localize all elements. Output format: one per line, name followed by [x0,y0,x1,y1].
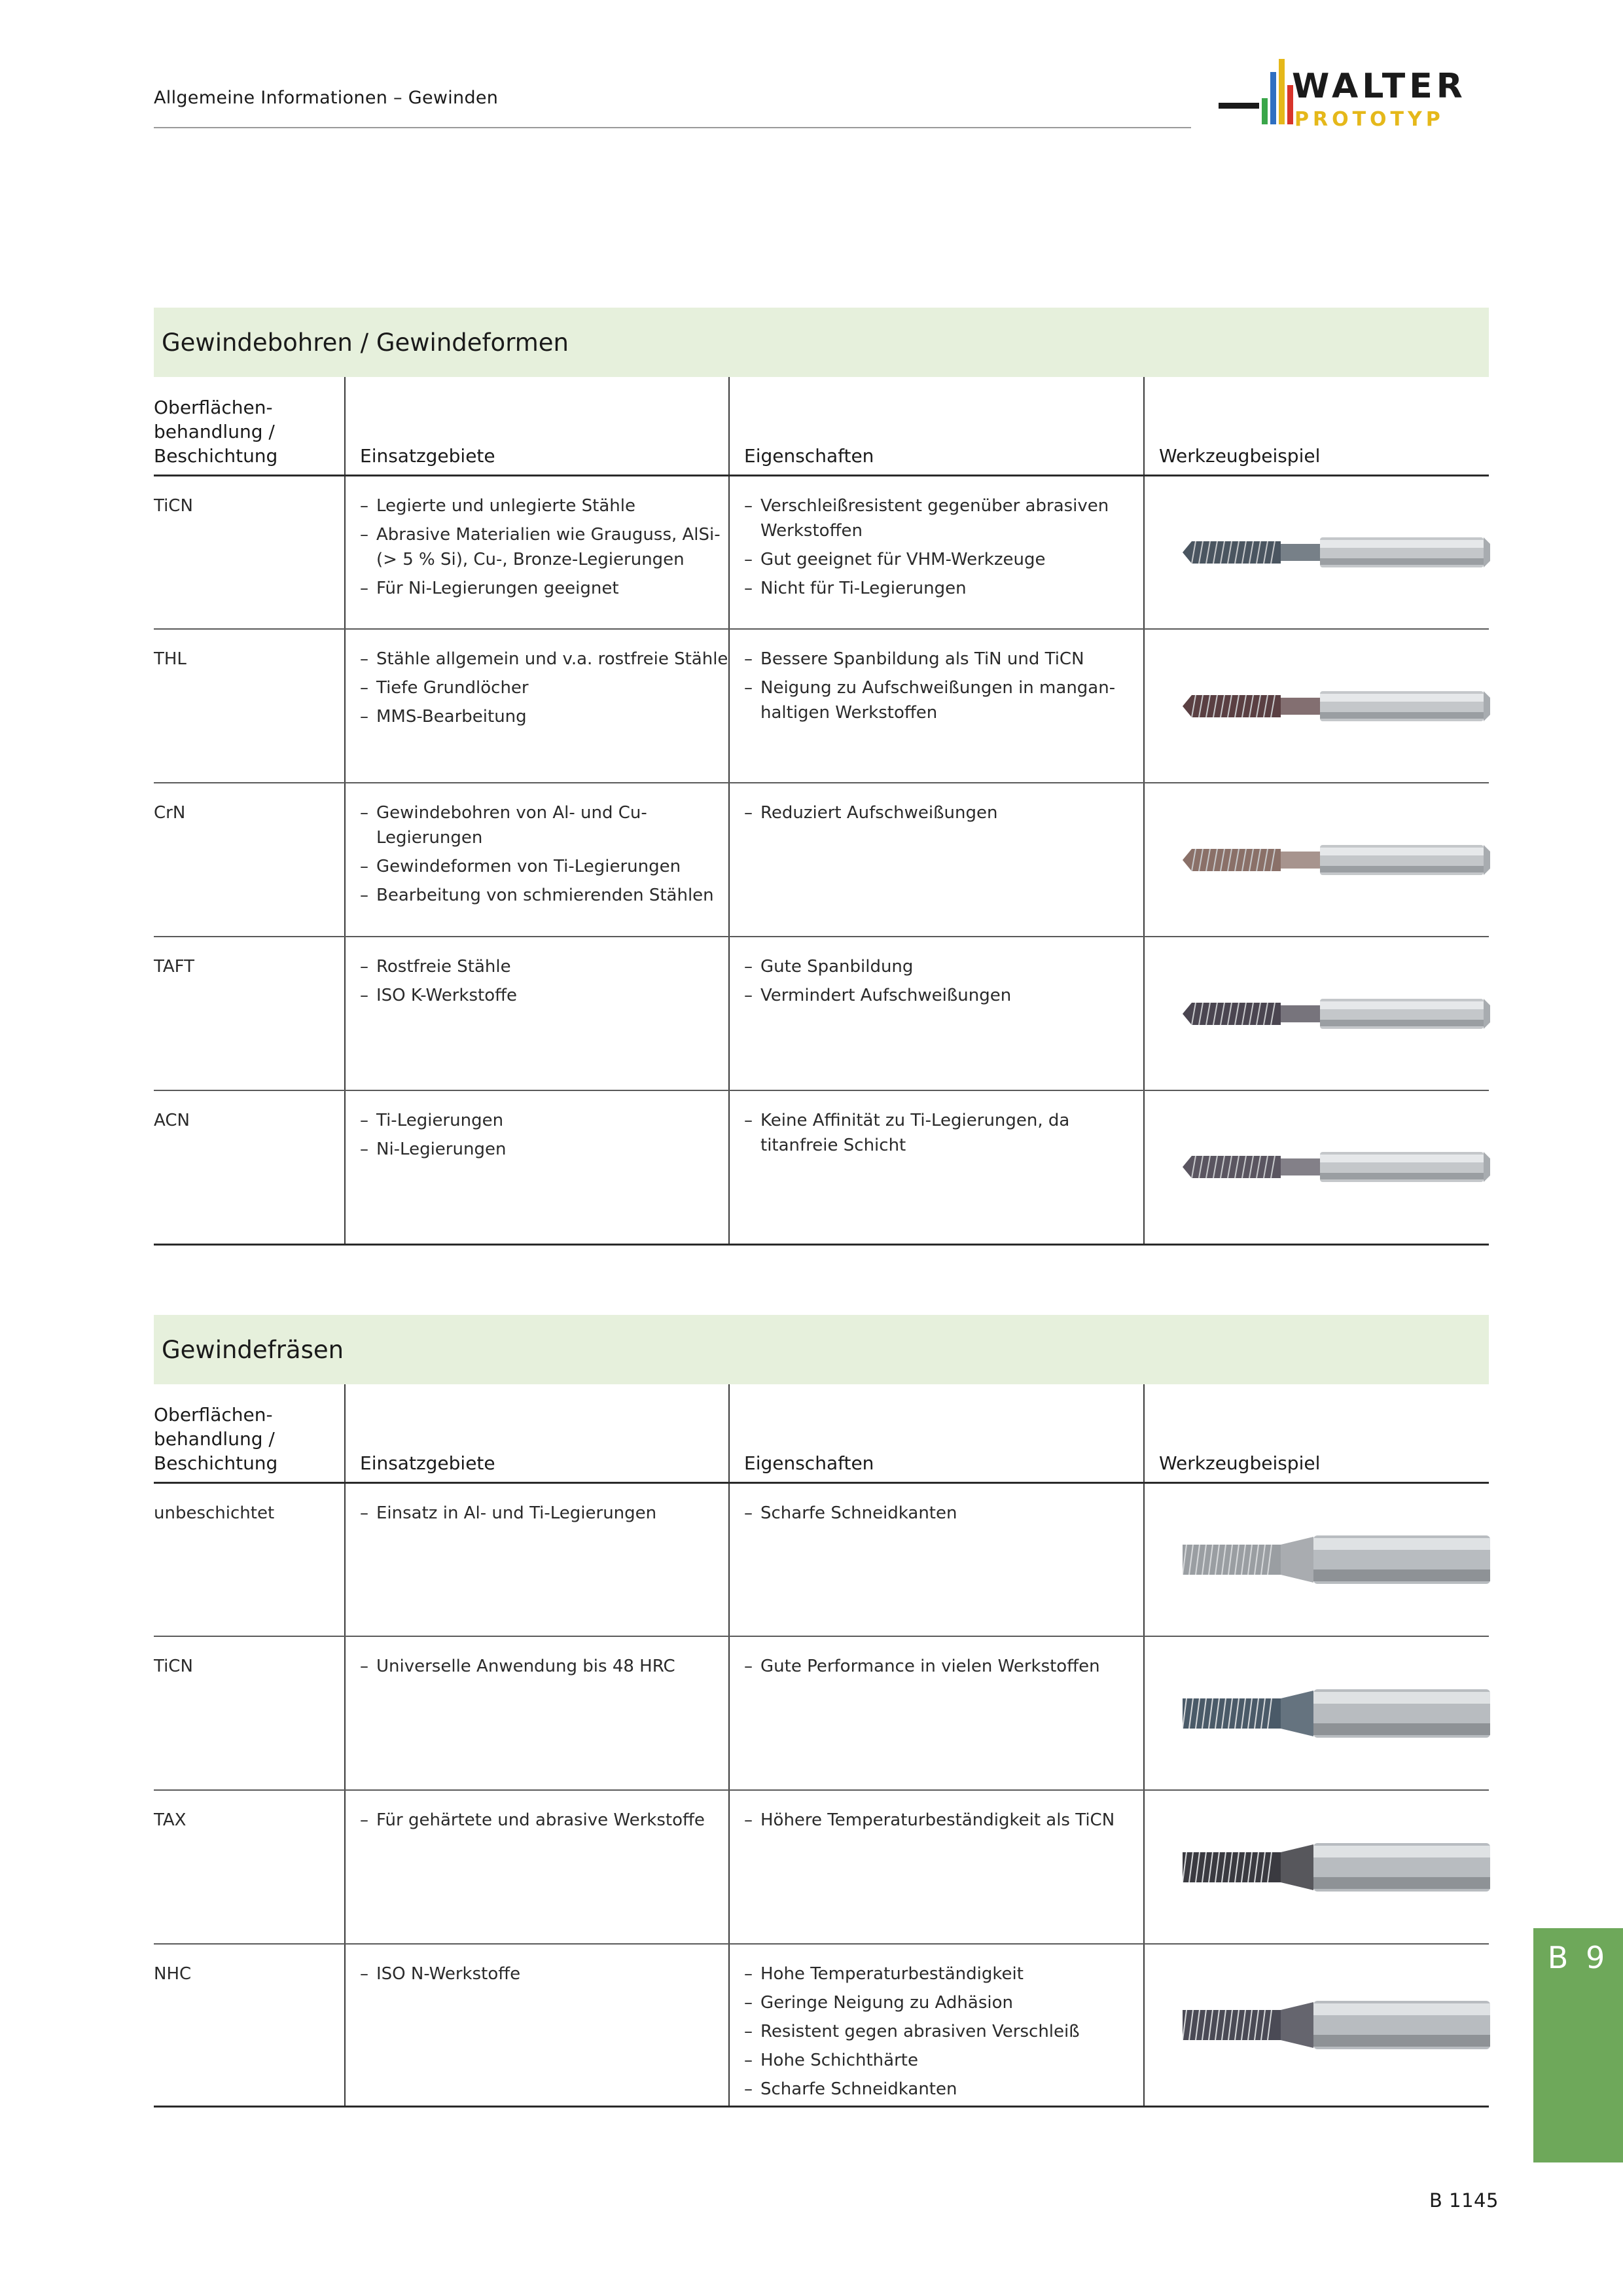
areas-list [360,493,728,601]
header-tool: Werkzeugbeispiel [1144,377,1489,475]
areas-cell [345,1636,729,1790]
thread-mill-icon [1183,1838,1490,1897]
list-item: – Scharfe Schneidkanten [744,1501,1143,1526]
areas-cell [345,783,729,937]
properties-list [744,1501,1143,1526]
list-item: – Verschleißresistent gegenüber abrasiven Werkstoffen [744,493,1143,543]
header-areas: Einsatzgebiete [345,1384,729,1482]
table-header-row [154,377,1489,475]
list-item: – Einsatz in Al- und Ti-Legierungen [360,1501,728,1526]
list-item: – Abrasive Materialien wie Grauguss, AlSi- (> 5 % Si), Cu-, Bronze-Legierungen [360,522,728,572]
list-item: – Resistent gegen abrasiven Verschleiß [744,2019,1143,2044]
properties-cell [729,783,1144,937]
list-item: – Nicht für Ti-Legierungen [744,576,1143,601]
coating-cell: NHC [154,1944,345,2107]
areas-list [360,800,728,908]
walter-prototyp-logo [1219,59,1493,132]
list-item: – Gut geeignet für VHM-Werkzeuge [744,547,1143,572]
list-item: – Für gehärtete und abrasive Werkstoffe [360,1808,728,1833]
section-title: Gewindefräsen [154,1315,1489,1384]
thread-mill-icon [1183,1996,1490,2054]
list-item: – Universelle Anwendung bis 48 HRC [360,1654,728,1679]
list-item: – Stähle allgemein und v.a. rostfreie Stähle [360,647,728,672]
list-item: – MMS-Bearbeitung [360,704,728,729]
header-properties: Eigenschaften [729,377,1144,475]
coating-cell: TiCN [154,475,345,629]
properties-cell [729,1482,1144,1636]
properties-cell [729,1790,1144,1944]
areas-list [360,1108,728,1162]
list-item: – Gewindebohren von Al- und Cu-Legierungen [360,800,728,850]
tool-image-cell [1144,1090,1489,1244]
properties-cell [729,1090,1144,1244]
coating-cell: TAFT [154,937,345,1090]
page-header [154,86,1191,128]
page-number: B 1145 [1429,2189,1499,2212]
coating-cell: TiCN [154,1636,345,1790]
list-item: – Höhere Temperaturbeständigkeit als TiCN [744,1808,1143,1833]
table-row [154,783,1489,937]
list-item: – Vermindert Aufschweißungen [744,983,1143,1008]
list-item: – Reduziert Aufschweißungen [744,800,1143,825]
properties-cell [729,475,1144,629]
tool-image-cell [1144,783,1489,937]
table-row [154,1944,1489,2107]
section-gewindebohren [154,308,1489,1246]
list-item: – Geringe Neigung zu Adhäsion [744,1990,1143,2015]
list-item: – ISO N-Werkstoffe [360,1962,728,1986]
list-item: – Rostfreie Stähle [360,954,728,979]
header-properties: Eigenschaften [729,1384,1144,1482]
coating-cell: CrN [154,783,345,937]
list-item: – Gewindeformen von Ti-Legierungen [360,854,728,879]
section-gewindefraesen [154,1315,1489,2108]
list-item: – Hohe Schichthärte [744,2048,1143,2073]
list-item: – Tiefe Grundlöcher [360,675,728,700]
header-tool: Werkzeugbeispiel [1144,1384,1489,1482]
properties-list [744,800,1143,825]
areas-list [360,1501,728,1526]
properties-list [744,1654,1143,1679]
header-areas: Einsatzgebiete [345,377,729,475]
table-header-row [154,1384,1489,1482]
list-item: – Gute Performance in vielen Werkstoffen [744,1654,1143,1679]
properties-cell [729,629,1144,783]
tap-icon [1183,523,1490,582]
tool-image-cell [1144,475,1489,629]
table-row [154,937,1489,1090]
list-item: – Bessere Spanbildung als TiN und TiCN [744,647,1143,672]
coating-cell: ACN [154,1090,345,1244]
properties-list [744,1108,1143,1158]
list-item: – Ni-Legierungen [360,1137,728,1162]
list-item: – Hohe Temperaturbeständigkeit [744,1962,1143,1986]
list-item: – Für Ni-Legierungen geeignet [360,576,728,601]
areas-list [360,954,728,1008]
spiral-tap-icon [1183,984,1490,1043]
list-item: – ISO K-Werkstoffe [360,983,728,1008]
spiral-tap-icon [1183,677,1490,736]
spiral-tap-icon [1183,831,1490,889]
properties-list [744,647,1143,725]
header-coating: Oberflächen- behandlung / Beschichtung [154,1384,345,1482]
areas-cell [345,1482,729,1636]
tap-icon [1183,1138,1490,1196]
coating-cell: TAX [154,1790,345,1944]
properties-cell [729,1944,1144,2107]
properties-list [744,1962,1143,2102]
logo-bars-icon [1219,59,1291,132]
table-row [154,1790,1489,1944]
areas-list [360,1808,728,1833]
areas-list [360,1654,728,1679]
coating-cell: unbeschichtet [154,1482,345,1636]
coating-table [154,377,1489,1246]
areas-cell [345,937,729,1090]
table-row [154,629,1489,783]
list-item: – Legierte und unlegierte Stähle [360,493,728,518]
thread-mill-icon [1183,1530,1490,1589]
header-coating: Oberflächen- behandlung / Beschichtung [154,377,345,475]
chapter-tab [1533,1928,1623,2162]
list-item: – Gute Spanbildung [744,954,1143,979]
tool-image-cell [1144,1944,1489,2107]
tool-image-cell [1144,1482,1489,1636]
properties-list [744,493,1143,601]
logo-subword: PROTOTYP [1294,108,1444,131]
table-row [154,475,1489,629]
areas-list [360,647,728,729]
table-row [154,1636,1489,1790]
areas-cell [345,1944,729,2107]
tool-image-cell [1144,1790,1489,1944]
tool-image-cell [1144,629,1489,783]
table-row [154,1090,1489,1244]
logo-wordmark: WALTER [1292,67,1467,106]
breadcrumb: Allgemeine Informationen – Gewinden [154,88,499,108]
table-row [154,1482,1489,1636]
areas-cell [345,475,729,629]
areas-cell [345,1090,729,1244]
section-title: Gewindebohren / Gewindeformen [154,308,1489,377]
tool-image-cell [1144,937,1489,1090]
list-item: – Neigung zu Aufschweißungen in manganhaltigen Werkstoffen [744,675,1143,725]
chapter-tab-label: B 9 [1547,1940,1609,1975]
areas-list [360,1962,728,1986]
thread-mill-icon [1183,1684,1490,1743]
properties-cell [729,937,1144,1090]
list-item: – Scharfe Schneidkanten [744,2077,1143,2102]
list-item: – Ti-Legierungen [360,1108,728,1133]
tool-image-cell [1144,1636,1489,1790]
properties-list [744,1808,1143,1833]
list-item: – Bearbeitung von schmierenden Stählen [360,883,728,908]
areas-cell [345,629,729,783]
list-item: – Keine Affinität zu Ti-Legierungen, da titanfreie Schicht [744,1108,1143,1158]
coating-table [154,1384,1489,2108]
properties-list [744,954,1143,1008]
properties-cell [729,1636,1144,1790]
areas-cell [345,1790,729,1944]
coating-cell: THL [154,629,345,783]
